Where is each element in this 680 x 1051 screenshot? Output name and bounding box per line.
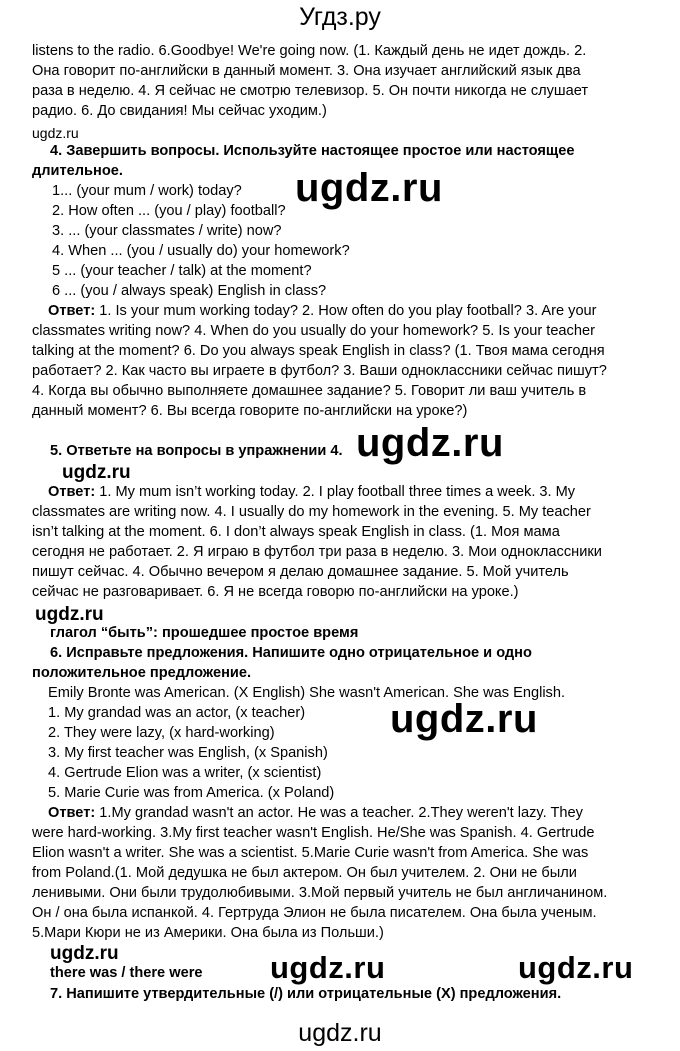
list-item: Emily Bronte was American. (X English) She wasn't American. She was English. (48, 685, 566, 701)
list-item: 4. When ... (you / usually do) your homework? (52, 243, 350, 259)
text-line: listens to the radio. 6.Goodbye! We're going now. (1. Каждый день не идет дождь. 2. (32, 43, 587, 59)
list-item: 6 ... (you / always speak) English in class? (52, 283, 327, 299)
exercise-4-heading: 4. Завершить вопросы. Используйте настоящее простое или настоящее (50, 143, 575, 159)
list-item: 5. Marie Curie was from America. (x Poland) (48, 785, 335, 801)
answer-line (48, 804, 583, 823)
answer-line: данный момент? 6. Вы всегда говорите по-английски на уроке?) (32, 403, 468, 419)
answer-line: пишут сейчас. 4. Обычно вечером я делаю домашнее задание. 5. Мой учитель (32, 564, 569, 580)
list-item: 1... (your mum / work) today? (52, 183, 242, 199)
answer-label: Ответ: (48, 805, 96, 821)
text-line: Она говорит по-английски в данный момент. 3. Она изучает английский язык два (32, 63, 581, 79)
text-line: раза в неделю. 4. Я сейчас не смотрю телевизор. 5. Он почти никогда не слушает (32, 83, 589, 99)
exercise-5-heading: 5. Ответьте на вопросы в упражнении 4. (50, 443, 343, 459)
answer-line: Он / она была испанкой. 4. Гертруда Элион не была писателем. Она была ученым. (32, 905, 597, 921)
site-title[interactable]: Угдз.ру (299, 3, 381, 31)
answer-line: ленивыми. Они были трудолюбивыми. 3.Мой первый учитель не был англичанином. (32, 885, 608, 901)
list-item: 5 ... (your teacher / talk) at the moment? (52, 263, 312, 279)
exercise-4-heading-cont: длительное. (32, 163, 123, 179)
answer-line: сейчас не разговаривает. 6. Я не всегда говорю по-английски на уроке.) (32, 584, 519, 600)
list-item: 4. Gertrude Elion was a writer, (x scientist) (48, 765, 322, 781)
answer-line: Elion wasn't a writer. She was a scientist. 5.Marie Curie wasn't from America. She was (32, 845, 589, 861)
answer-text: 1. My mum isn’t working today. 2. I play football three times a week. 3. My (95, 484, 576, 500)
list-item: 3. My first teacher was English, (x Spanish) (48, 745, 328, 761)
list-item: 3. ... (your classmates / write) now? (52, 223, 282, 239)
watermark-small: ugdz.ru (50, 943, 119, 964)
list-item: 2. They were lazy, (x hard-working) (48, 725, 275, 741)
section-heading: there was / there were (50, 965, 203, 981)
answer-line: from Poland.(1. Мой дедушка не был актером. Он был учителем. 2. Они не были (32, 865, 577, 881)
exercise-6-heading-cont: положительное предложение. (32, 665, 252, 681)
text-line: радио. 6. До свидания! Мы сейчас уходим.) (32, 103, 327, 119)
answer-text: 1.My grandad wasn't an actor. He was a teacher. 2.They weren't lazy. They (95, 805, 583, 821)
answer-line: talking at the moment? 6. Do you always speak English in class? (1. Твоя мама сегодня (32, 343, 605, 359)
watermark: ugdz.ru (356, 421, 504, 465)
watermark-small: ugdz.ru (32, 125, 79, 141)
answer-line: сегодня не работает. 2. Я играю в футбол три раза в неделю. 3. Мои одноклассники (32, 544, 602, 560)
answer-label: Ответ: (48, 484, 96, 500)
list-item: 2. How often ... (you / play) football? (52, 203, 286, 219)
answer-text: 1. Is your mum working today? 2. How often do you play football? 3. Are your (95, 303, 597, 319)
answer-line: isn’t talking at the moment. 6. I don’t always speak English in class. (1. Моя мама (32, 524, 560, 540)
answer-line (48, 483, 575, 502)
watermark: ugdz.ru (270, 950, 386, 985)
list-item: 1. My grandad was an actor, (x teacher) (48, 705, 306, 721)
answer-line: 5.Мари Кюри не из Америки. Она была из Польши.) (32, 925, 384, 941)
watermark-small: ugdz.ru (62, 462, 131, 483)
answer-line: were hard-working. 3.My first teacher wasn't English. He/She was Spanish. 4. Gertrude (32, 825, 595, 841)
answer-line (48, 302, 597, 321)
watermark: ugdz.ru (518, 950, 634, 985)
answer-line: classmates are writing now. 4. I usually do my homework in the evening. 5. My teacher (32, 504, 591, 520)
footer-watermark[interactable]: ugdz.ru (298, 1019, 382, 1047)
watermark: ugdz.ru (390, 697, 538, 741)
answer-line: 4. Когда вы обычно выполняете домашнее задание? 5. Говорит ли ваш учитель в (32, 383, 587, 399)
answer-line: classmates writing now? 4. When do you usually do your homework? 5. Is your teacher (32, 323, 595, 339)
answer-line: работает? 2. Как часто вы играете в футбол? 3. Ваши одноклассники сейчас пишут? (32, 363, 607, 379)
exercise-6-heading: 6. Исправьте предложения. Напишите одно отрицательное и одно (50, 645, 532, 661)
watermark-small: ugdz.ru (35, 604, 104, 625)
section-heading: глагол “быть”: прошедшее простое время (50, 625, 359, 641)
exercise-7-heading: 7. Напишите утвердительные (/) или отрицательные (X) предложения. (50, 986, 562, 1002)
watermark: ugdz.ru (295, 166, 443, 210)
answer-label: Ответ: (48, 303, 96, 319)
